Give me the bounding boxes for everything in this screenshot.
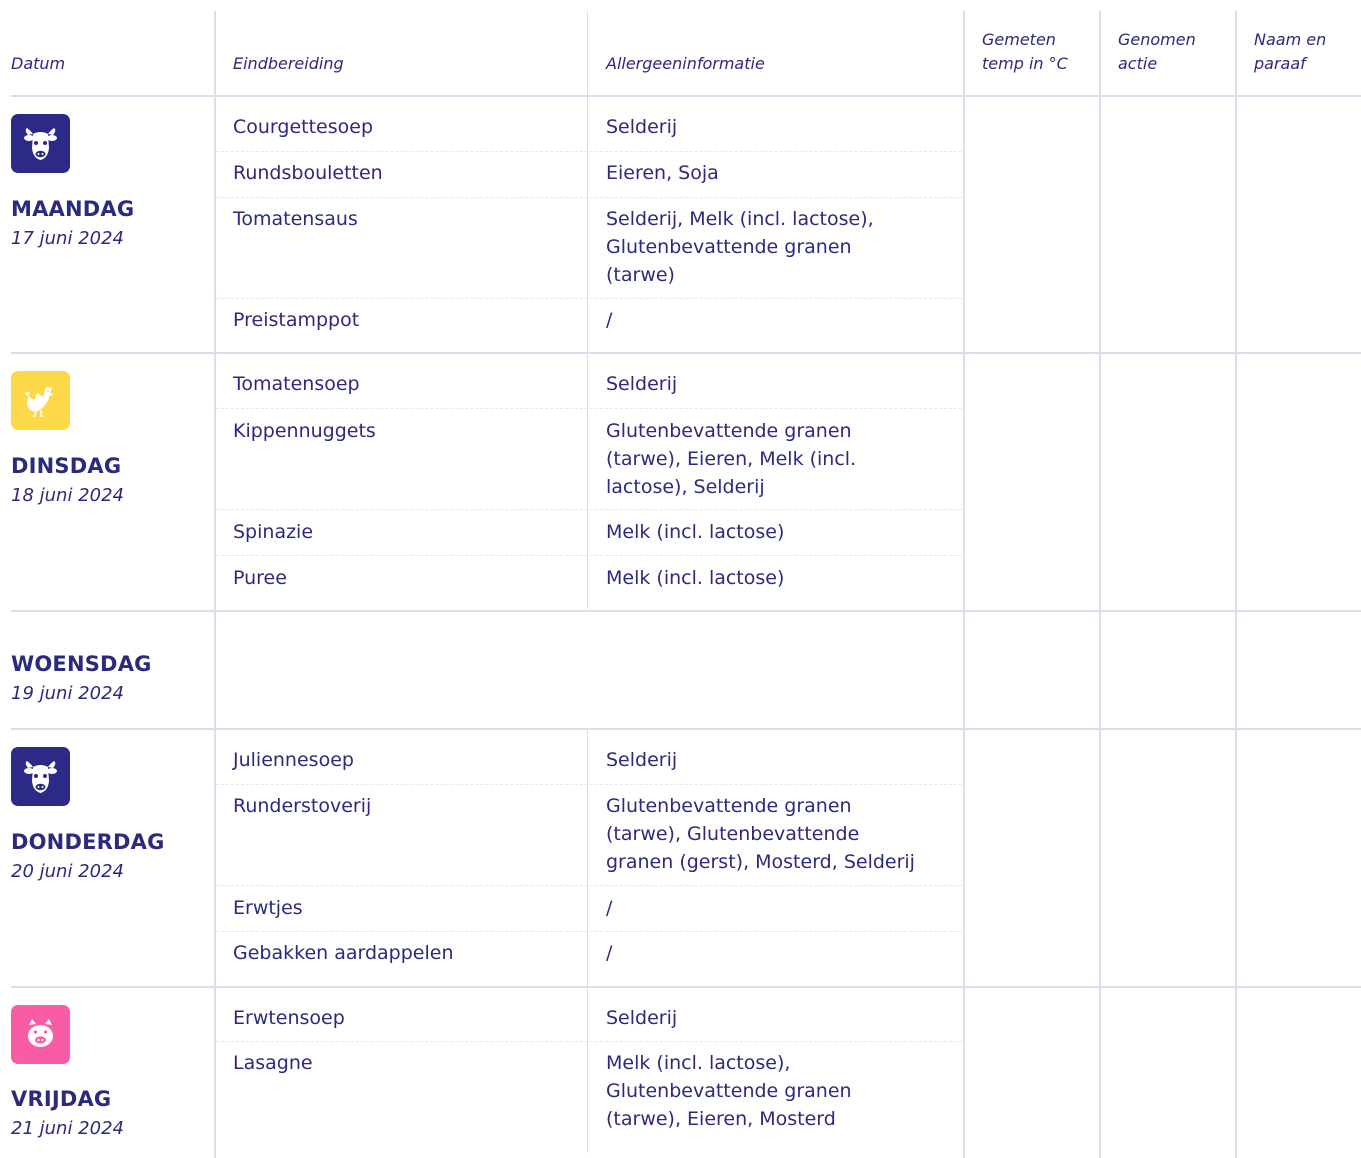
header-action — [1118, 28, 1196, 76]
allergen-info: / — [606, 942, 613, 964]
item-divider — [216, 885, 962, 886]
allergen-info: Eieren, Soja — [606, 162, 719, 184]
dish-name: Courgettesoep — [233, 116, 374, 138]
allergen-line: (tarwe), Eieren, Melk (incl. — [606, 448, 857, 470]
allergen-line: Glutenbevattende granen — [606, 795, 852, 817]
allergen-line: Glutenbevattende granen — [606, 236, 852, 258]
item-divider — [216, 408, 962, 409]
dish-name: Puree — [233, 567, 287, 589]
header-allergen: Allergeeninformatie — [606, 54, 765, 73]
header-action-line1: Genomen — [1118, 30, 1196, 49]
item-divider — [216, 931, 962, 932]
header-temp — [982, 28, 1068, 76]
day-date: 18 juni 2024 — [11, 485, 124, 506]
row-divider — [11, 728, 1361, 730]
dish-name: Erwtjes — [233, 897, 303, 919]
row-divider — [11, 986, 1361, 988]
cow-icon — [11, 114, 70, 173]
day-name: MAANDAG — [11, 197, 135, 221]
allergen-info — [606, 792, 946, 876]
allergen-line: Selderij, Melk (incl. lactose), — [606, 208, 874, 230]
allergen-line: Glutenbevattende granen — [606, 1080, 852, 1102]
allergen-line: (tarwe), Glutenbevattende — [606, 823, 860, 845]
dish-name: Kippennuggets — [233, 420, 376, 442]
dish-name: Rundsbouletten — [233, 162, 383, 184]
header-dish: Eindbereiding — [233, 54, 344, 73]
row-divider — [11, 352, 1361, 354]
allergen-line: Glutenbevattende granen — [606, 420, 852, 442]
item-divider — [216, 555, 962, 556]
dish-name: Spinazie — [233, 521, 314, 543]
cow-icon — [11, 747, 70, 806]
dish-name: Erwtensoep — [233, 1007, 345, 1029]
pig-icon — [11, 1005, 70, 1064]
allergen-info: / — [606, 897, 613, 919]
header-temp-line2: temp in °C — [982, 54, 1068, 73]
allergen-line: lactose), Selderij — [606, 476, 765, 498]
day-date: 19 juni 2024 — [11, 683, 124, 704]
day-date: 21 juni 2024 — [11, 1118, 124, 1139]
header-temp-line1: Gemeten — [982, 30, 1056, 49]
column-divider — [587, 988, 588, 1153]
allergen-info — [606, 1049, 946, 1133]
header-date: Datum — [11, 54, 66, 73]
column-divider — [587, 96, 588, 352]
allergen-line: Melk (incl. lactose), — [606, 1052, 791, 1074]
day-date: 20 juni 2024 — [11, 861, 124, 882]
row-divider — [11, 95, 1361, 97]
item-divider — [216, 784, 962, 785]
allergen-info — [606, 417, 946, 501]
header-name-line2: paraaf — [1254, 54, 1306, 73]
dish-name: Tomatensaus — [233, 208, 358, 230]
day-name: WOENSDAG — [11, 652, 152, 676]
allergen-info: / — [606, 309, 613, 331]
allergen-info: Selderij — [606, 116, 678, 138]
allergen-info: Melk (incl. lactose) — [606, 567, 785, 589]
header-name-line1: Naam en — [1254, 30, 1327, 49]
row-divider — [11, 610, 1361, 612]
item-divider — [216, 197, 962, 198]
allergen-line: (tarwe), Eieren, Mosterd — [606, 1108, 836, 1130]
day-name: DINSDAG — [11, 454, 122, 478]
column-divider — [587, 354, 588, 609]
allergen-info: Selderij — [606, 373, 678, 395]
allergen-info: Selderij — [606, 749, 678, 771]
header-action-line2: actie — [1118, 54, 1158, 73]
dish-name: Juliennesoep — [233, 749, 354, 771]
allergen-info: Selderij — [606, 1007, 678, 1029]
dish-name: Runderstoverij — [233, 795, 372, 817]
column-divider — [587, 11, 588, 95]
rooster-icon — [11, 371, 70, 430]
column-divider — [587, 730, 588, 986]
dish-name: Preistamppot — [233, 309, 360, 331]
item-divider — [216, 1041, 962, 1042]
allergen-line: (tarwe) — [606, 264, 675, 286]
dish-name: Lasagne — [233, 1052, 313, 1074]
day-name: VRIJDAG — [11, 1087, 112, 1111]
header-name — [1254, 28, 1326, 76]
dish-name: Tomatensoep — [233, 373, 360, 395]
day-date: 17 juni 2024 — [11, 228, 124, 249]
day-name: DONDERDAG — [11, 830, 165, 854]
dish-name: Gebakken aardappelen — [233, 942, 454, 964]
allergen-line: granen (gerst), Mosterd, Selderij — [606, 851, 915, 873]
item-divider — [216, 151, 962, 152]
allergen-info — [606, 205, 946, 289]
allergen-info: Melk (incl. lactose) — [606, 521, 785, 543]
item-divider — [216, 298, 962, 299]
item-divider — [216, 509, 962, 510]
